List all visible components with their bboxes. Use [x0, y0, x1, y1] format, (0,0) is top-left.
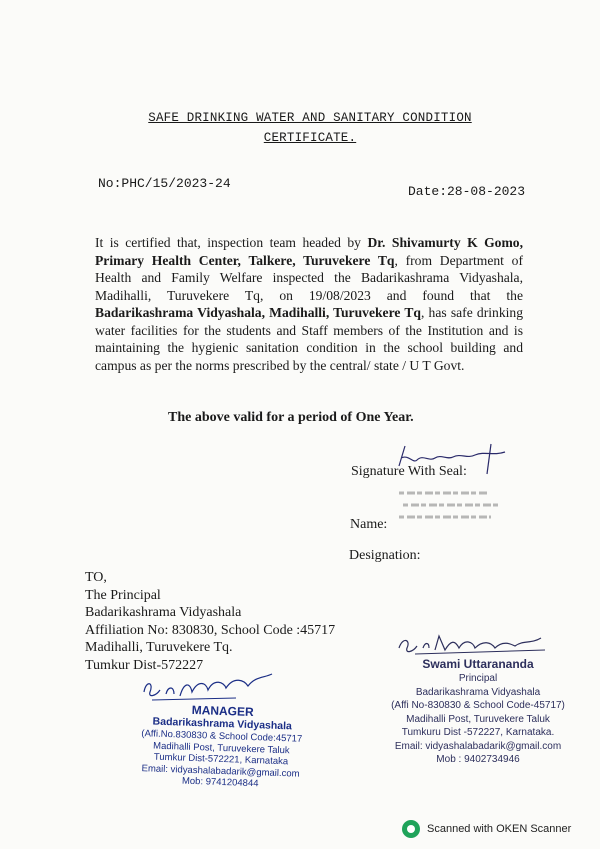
signature-label: Signature With Seal:	[351, 464, 467, 479]
scanner-watermark	[402, 820, 571, 838]
title-line-2: CERTIFICATE.	[263, 131, 357, 145]
certificate-body: It is certified that, inspection team headed by Dr. Shivamurty K Gomo, Primary Health Center, Talkere, Turuvekere Tq, from Department of Health and Family Welfare inspected the Badarikashrama Vidyashala, Madihalli, Turuvekere Tq, on 19/08/2023 and found that the Badarikashrama Vidyashala, Madihalli, Turuvekere Tq, has safe drinking water facilities for the students and Staff members of the Institution and is maintaining the hygienic sanitation condition in the school building and campus as per the norms prescribed by the central/ state / U T Govt.	[95, 235, 523, 373]
principal-signature	[395, 630, 555, 658]
title-line-1: SAFE DRINKING WATER AND SANITARY CONDITION	[148, 111, 472, 125]
principal-name: Swami Uttarananda	[422, 657, 534, 671]
certificate-title	[110, 108, 510, 148]
school-name: Badarikashrama Vidyashala, Madihalli, Turuvekere Tq	[95, 305, 421, 320]
recipient-line: The Principal	[85, 587, 161, 603]
phc-seal	[395, 485, 505, 532]
principal-role: Principal	[458, 673, 498, 684]
manager-stamp: MANAGER Badarikashrama Vidyashala (Affi.No.830830 & School Code:45717 Madihalli Post, Turuvekere Taluk Tumkur Dist-572221, Karnataka Email: vidyashalabadarik@gmail.com Mob: 9741204844	[135, 701, 308, 791]
recipient-line: Affiliation No: 830830, School Code :45717	[85, 622, 336, 638]
recipient-line: Badarikashrama Vidyashala	[85, 605, 242, 620]
manager-title: MANAGER	[191, 702, 254, 720]
name-label: Name:	[350, 517, 388, 532]
designation-label: Designation:	[349, 548, 421, 563]
doctor-name: Dr. Shivamurty K Gomo, Primary Health Center, Talkere, Turuvekere Tq	[95, 235, 523, 268]
recipient-address	[85, 569, 335, 674]
recipient-line: Tumkur Dist-572227	[85, 657, 204, 673]
principal-stamp: Swami Uttarananda Principal Badarikashrama Vidyashala (Affi No-830830 & School Code-45717) Madihalli Post, Turuvekere Taluk Tumkuru Dist -572227, Karnataka. Email: vidyashalabadarik@gmail.com Mob : 9402734946	[378, 656, 578, 767]
oken-scanner-icon	[402, 820, 420, 838]
manager-signature	[140, 672, 280, 702]
reference-number: No:PHC/15/2023-24	[98, 176, 231, 191]
scanner-label: Scanned with OKEN Scanner	[427, 823, 572, 835]
recipient-line: Madihalli, Turuvekere Tq.	[85, 640, 233, 655]
validity-statement: The above valid for a period of One Year.	[168, 410, 414, 425]
to-label: TO,	[85, 570, 107, 585]
certificate-date: Date:28-08-2023	[408, 184, 526, 199]
